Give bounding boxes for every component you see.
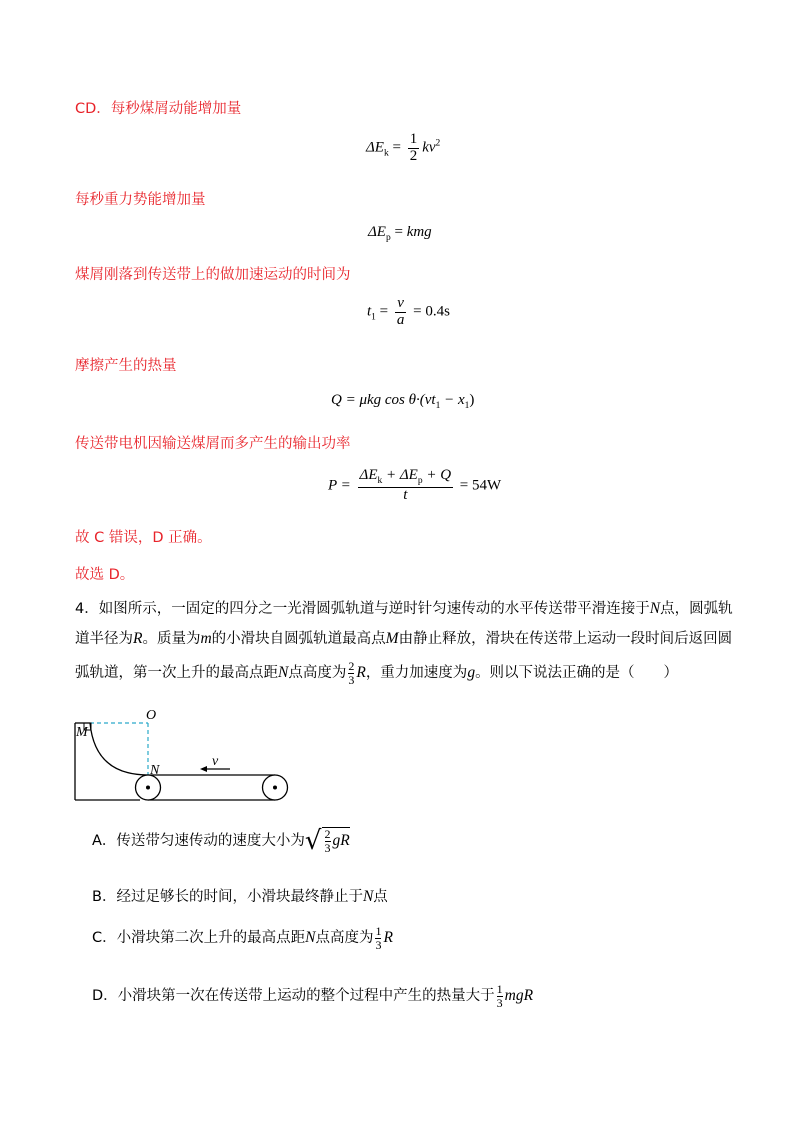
option-d: D．小滑块第一次在传送带上运动的整个过程中产生的热量大于 $\frac{1}{3}$ mgR xyxy=(92,982,534,1010)
question-line-3: 弧轨道，第一次上升的最高点距N点高度为 $\frac{2}{3}$ R，重力加速度为g。则以下说法正确的是（ ） xyxy=(75,658,679,687)
arc-track xyxy=(90,723,148,775)
option-c: C．小滑块第二次上升的最高点距N点高度为 $\frac{1}{3}$ R xyxy=(92,924,393,952)
figure-diagram xyxy=(70,705,300,805)
option-a: A．传送带匀速传动的速度大小为√ $\frac{2}{3}$ gR xyxy=(92,826,350,856)
pulley-left-axle xyxy=(146,786,150,790)
label-o: O xyxy=(146,708,157,723)
question-stem xyxy=(75,594,735,688)
conclusion: 故 C 错误，D 正确。 xyxy=(75,530,212,546)
equation-delta-ep: $\Delta E_p$ = kmg xyxy=(368,224,432,243)
question-line-1: 4．如图所示，一固定的四分之一光滑圆弧轨道与逆时针匀速传动的水平传送带平滑连接于N点，圆弧轨 xyxy=(75,600,733,617)
equation-q: Q = μkg $\cos \theta\cdot(vt_1 - x_1)$ xyxy=(331,392,475,411)
label-m: M xyxy=(76,725,88,740)
pulley-right-axle xyxy=(273,786,277,790)
equation-p: P = $\frac{\Delta E_k + \Delta E_p + Q}{t}$ = 54W xyxy=(328,467,502,503)
power-heading: 传送带电机因输送煤屑而多产生的输出功率 xyxy=(75,436,351,452)
equation-delta-ek: $\Delta E_k$ = $\frac{1}{2}$ $kv^2$ xyxy=(366,131,441,164)
time-heading: 煤屑刚落到传送带上的做加速运动的时间为 xyxy=(75,267,351,283)
label-n: N xyxy=(150,763,160,778)
question-line-2: 道半径为R。质量为m的小滑块自圆弧轨道最高点M由静止释放，滑块在传送带上运动一段时间后返回圆 xyxy=(75,630,733,647)
cd-heading: CD．每秒煤屑动能增加量 xyxy=(75,101,242,117)
velocity-arrowhead xyxy=(200,766,207,772)
equation-t1: $t_1$ = $\frac{v}{a}$ = 0.4s xyxy=(367,295,450,328)
label-v: v xyxy=(212,754,219,769)
answer: 故选 D。 xyxy=(75,567,135,583)
option-b: B．经过足够长的时间，小滑块最终静止于N点 xyxy=(92,888,388,905)
pe-heading: 每秒重力势能增加量 xyxy=(75,192,206,208)
heat-heading: 摩擦产生的热量 xyxy=(75,358,177,374)
